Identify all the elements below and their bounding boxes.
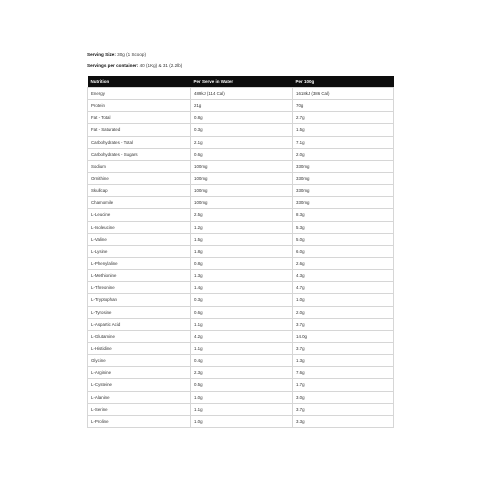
nutrient-name-cell: Glycine	[88, 355, 191, 367]
per-100g-cell: 2.7g	[293, 112, 394, 124]
table-row	[88, 257, 394, 269]
nutrient-name-cell: L-Leucine	[88, 209, 191, 221]
table-row	[88, 342, 394, 354]
nutrient-name-cell: Ornithine	[88, 172, 191, 184]
column-header-per-serve: Per Serve in Water	[193, 79, 234, 84]
table-row	[88, 403, 394, 415]
table-row	[88, 318, 394, 330]
per-serve-cell: 1.1g	[191, 403, 293, 415]
per-100g-cell: 1.5g	[293, 124, 394, 136]
table-row	[88, 88, 394, 100]
table-row	[88, 148, 394, 160]
table-row	[88, 221, 394, 233]
nutrient-name-cell: L-Cysteine	[88, 379, 191, 391]
per-serve-cell: 0.8g	[191, 257, 293, 269]
per-100g-cell: 1618kJ (386 Cal)	[293, 88, 394, 100]
per-100g-cell: 330mg	[293, 160, 394, 172]
table-row	[88, 160, 394, 172]
per-serve-cell: 2.3g	[191, 367, 293, 379]
per-serve-cell: 1.2g	[191, 221, 293, 233]
per-100g-cell: 7.1g	[293, 136, 394, 148]
table-row	[88, 245, 394, 257]
per-100g-cell: 3.0g	[293, 391, 394, 403]
per-100g-cell: 330mg	[293, 185, 394, 197]
per-serve-cell: 1.0g	[191, 391, 293, 403]
nutrient-name-cell: L-Serine	[88, 403, 191, 415]
per-100g-cell: 1.0g	[293, 294, 394, 306]
nutrient-name-cell: L-Phenylaline	[88, 257, 191, 269]
nutrient-name-cell: Fat - Saturated	[88, 124, 191, 136]
per-serve-cell: 21g	[191, 100, 293, 112]
nutrient-name-cell: L-Histidine	[88, 342, 191, 354]
per-serve-cell: 100mg	[191, 160, 293, 172]
servings-per-container-line	[87, 63, 393, 69]
per-100g-cell: 2.0g	[293, 148, 394, 160]
nutrient-name-cell: L-Lysine	[88, 245, 191, 257]
per-serve-cell: 1.8g	[191, 245, 293, 257]
table-row	[88, 294, 394, 306]
per-100g-cell: 14.0g	[293, 330, 394, 342]
nutrient-name-cell: L-Aspartic Acid	[88, 318, 191, 330]
per-serve-cell: 100mg	[191, 185, 293, 197]
per-serve-cell: 0.3g	[191, 294, 293, 306]
table-row	[88, 282, 394, 294]
nutrient-name-cell: Sodium	[88, 160, 191, 172]
table-row	[88, 391, 394, 403]
per-100g-cell: 330mg	[293, 172, 394, 184]
table-row	[88, 355, 394, 367]
per-100g-cell: 4.3g	[293, 270, 394, 282]
per-serve-cell: 489kJ (114 Cal)	[191, 88, 293, 100]
table-row	[88, 330, 394, 342]
per-100g-cell: 4.7g	[293, 282, 394, 294]
per-serve-cell: 0.4g	[191, 355, 293, 367]
table-row	[88, 136, 394, 148]
nutrient-name-cell: L-Arginine	[88, 367, 191, 379]
nutrient-name-cell: L-Proline	[88, 415, 191, 427]
nutrient-name-cell: Fat - Total	[88, 112, 191, 124]
serving-size-label: Serving Size:	[87, 52, 116, 57]
per-serve-cell: 1.1g	[191, 318, 293, 330]
per-100g-cell: 2.6g	[293, 257, 394, 269]
nutrient-name-cell: Carbohydrates - Sugars	[88, 148, 191, 160]
nutrient-name-cell: L-Isoleucine	[88, 221, 191, 233]
per-serve-cell: 100mg	[191, 172, 293, 184]
nutrient-name-cell: Chamomile	[88, 197, 191, 209]
per-100g-cell: 5.0g	[293, 233, 394, 245]
per-100g-cell: 330mg	[293, 197, 394, 209]
per-100g-cell: 5.3g	[293, 221, 394, 233]
table-row	[88, 100, 394, 112]
per-100g-cell: 2.0g	[293, 306, 394, 318]
nutrient-name-cell: L-Alanine	[88, 391, 191, 403]
per-100g-cell: 6.0g	[293, 245, 394, 257]
nutrient-name-cell: L-Threonine	[88, 282, 191, 294]
table-row	[88, 209, 394, 221]
nutrition-table	[87, 76, 394, 428]
nutrient-name-cell: L-Glutamine	[88, 330, 191, 342]
per-100g-cell: 3.7g	[293, 318, 394, 330]
per-serve-cell: 0.3g	[191, 124, 293, 136]
table-row	[88, 233, 394, 245]
table-row	[88, 367, 394, 379]
per-serve-cell: 100mg	[191, 197, 293, 209]
per-100g-cell: 3.7g	[293, 342, 394, 354]
nutrient-name-cell: Carbohydrates - Total	[88, 136, 191, 148]
nutrient-name-cell: L-Tryptophan	[88, 294, 191, 306]
per-100g-cell: 70g	[293, 100, 394, 112]
nutrient-name-cell: L-Tyrosine	[88, 306, 191, 318]
per-serve-cell: 1.3g	[191, 270, 293, 282]
nutrient-name-cell: Energy	[88, 88, 191, 100]
per-serve-cell: 0.6g	[191, 148, 293, 160]
per-serve-cell: 2.5g	[191, 209, 293, 221]
per-serve-cell: 0.5g	[191, 379, 293, 391]
servings-per-container-label: Servings per container:	[87, 63, 139, 68]
per-serve-cell: 1.5g	[191, 233, 293, 245]
per-serve-cell: 2.1g	[191, 136, 293, 148]
nutrient-name-cell: Protein	[88, 100, 191, 112]
per-serve-cell: 1.4g	[191, 282, 293, 294]
per-100g-cell: 1.3g	[293, 355, 394, 367]
table-row	[88, 306, 394, 318]
per-serve-cell: 0.6g	[191, 306, 293, 318]
per-100g-cell: 8.3g	[293, 209, 394, 221]
per-serve-cell: 1.0g	[191, 415, 293, 427]
per-serve-cell: 4.2g	[191, 330, 293, 342]
servings-per-container-value: 40 (1Kg) & 31 (2.2lb)	[139, 63, 183, 68]
per-100g-cell: 3.3g	[293, 415, 394, 427]
table-row	[88, 112, 394, 124]
column-header-nutrition: Nutrition	[90, 79, 110, 84]
per-100g-cell: 3.7g	[293, 403, 394, 415]
column-header-per-100g: Per 100g	[295, 79, 315, 84]
table-row	[88, 172, 394, 184]
table-header-row	[88, 76, 394, 88]
table-row	[88, 124, 394, 136]
per-100g-cell: 1.7g	[293, 379, 394, 391]
nutrition-panel	[87, 52, 393, 428]
per-serve-cell: 0.8g	[191, 112, 293, 124]
nutrient-name-cell: L-Valine	[88, 233, 191, 245]
serving-size-line	[87, 52, 393, 58]
per-100g-cell: 7.6g	[293, 367, 394, 379]
serving-size-value: 30g (1 Scoop)	[117, 52, 146, 57]
per-serve-cell: 1.1g	[191, 342, 293, 354]
nutrient-name-cell: L-Methionine	[88, 270, 191, 282]
table-row	[88, 415, 394, 427]
table-row	[88, 379, 394, 391]
table-row	[88, 270, 394, 282]
nutrient-name-cell: Skullcap	[88, 185, 191, 197]
table-row	[88, 185, 394, 197]
table-row	[88, 197, 394, 209]
